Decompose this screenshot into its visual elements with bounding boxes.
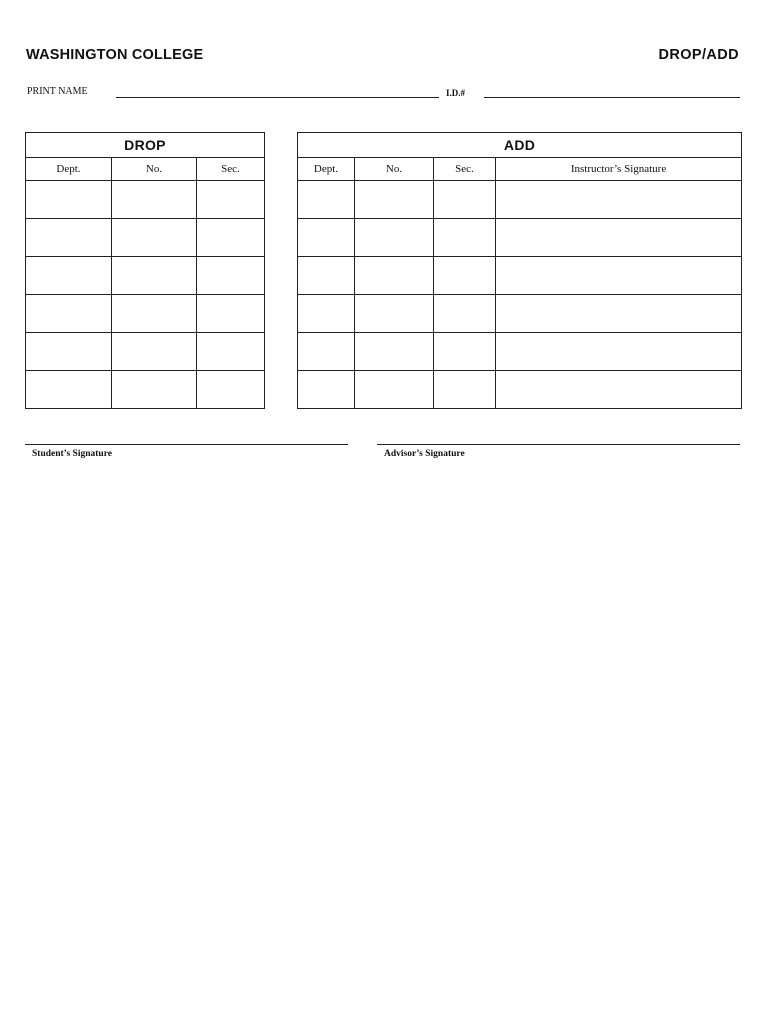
add-table-row <box>298 295 742 333</box>
drop-table-row <box>26 295 265 333</box>
drop-cell-dept[interactable] <box>26 181 112 219</box>
drop-cell-dept[interactable] <box>26 371 112 409</box>
add-rows <box>298 181 742 409</box>
advisor-signature-label: Advisor’s Signature <box>384 449 465 459</box>
print-name-label: PRINT NAME <box>27 86 88 97</box>
drop-column-no: No. <box>112 158 197 181</box>
drop-table <box>25 132 265 409</box>
add-table-row <box>298 181 742 219</box>
add-cell-no[interactable] <box>355 181 434 219</box>
drop-table-row <box>26 181 265 219</box>
add-table-row <box>298 333 742 371</box>
print-name-field[interactable] <box>116 97 439 98</box>
add-column-sec: Sec. <box>434 158 496 181</box>
id-label: I.D.# <box>446 88 466 98</box>
drop-cell-no[interactable] <box>112 257 197 295</box>
add-table <box>297 132 742 409</box>
add-cell-instructor-signature[interactable] <box>496 219 742 257</box>
add-section-title: ADD <box>298 133 742 158</box>
add-cell-dept[interactable] <box>298 181 355 219</box>
drop-cell-no[interactable] <box>112 219 197 257</box>
form-title: DROP/ADD <box>658 47 739 63</box>
drop-cell-no[interactable] <box>112 181 197 219</box>
add-cell-dept[interactable] <box>298 295 355 333</box>
drop-section-title: DROP <box>26 133 265 158</box>
drop-cell-sec[interactable] <box>197 181 265 219</box>
add-cell-sec[interactable] <box>434 257 496 295</box>
drop-table-row <box>26 257 265 295</box>
id-field[interactable] <box>484 97 740 98</box>
add-cell-instructor-signature[interactable] <box>496 333 742 371</box>
drop-cell-dept[interactable] <box>26 333 112 371</box>
add-cell-no[interactable] <box>355 219 434 257</box>
add-cell-dept[interactable] <box>298 333 355 371</box>
add-cell-sec[interactable] <box>434 295 496 333</box>
drop-cell-sec[interactable] <box>197 371 265 409</box>
add-column-instructor-signature: Instructor’s Signature <box>496 158 742 181</box>
add-table-row <box>298 219 742 257</box>
add-cell-sec[interactable] <box>434 219 496 257</box>
advisor-signature-line[interactable] <box>377 444 740 445</box>
college-name: WASHINGTON COLLEGE <box>26 47 204 63</box>
add-table-row <box>298 257 742 295</box>
add-cell-instructor-signature[interactable] <box>496 181 742 219</box>
add-cell-sec[interactable] <box>434 333 496 371</box>
drop-cell-sec[interactable] <box>197 295 265 333</box>
student-signature-line[interactable] <box>25 444 348 445</box>
drop-cell-dept[interactable] <box>26 257 112 295</box>
drop-cell-no[interactable] <box>112 371 197 409</box>
drop-column-dept: Dept. <box>26 158 112 181</box>
drop-cell-sec[interactable] <box>197 219 265 257</box>
add-cell-no[interactable] <box>355 333 434 371</box>
add-cell-instructor-signature[interactable] <box>496 295 742 333</box>
student-signature-label: Student’s Signature <box>32 449 112 459</box>
drop-cell-sec[interactable] <box>197 257 265 295</box>
add-column-no: No. <box>355 158 434 181</box>
add-cell-sec[interactable] <box>434 181 496 219</box>
drop-table-row <box>26 219 265 257</box>
add-cell-dept[interactable] <box>298 219 355 257</box>
drop-rows <box>26 181 265 409</box>
add-cell-sec[interactable] <box>434 371 496 409</box>
add-cell-no[interactable] <box>355 295 434 333</box>
drop-cell-dept[interactable] <box>26 219 112 257</box>
add-cell-instructor-signature[interactable] <box>496 257 742 295</box>
drop-cell-dept[interactable] <box>26 295 112 333</box>
add-table-row <box>298 371 742 409</box>
add-column-dept: Dept. <box>298 158 355 181</box>
add-cell-dept[interactable] <box>298 257 355 295</box>
drop-cell-no[interactable] <box>112 333 197 371</box>
drop-cell-sec[interactable] <box>197 333 265 371</box>
add-cell-instructor-signature[interactable] <box>496 371 742 409</box>
drop-table-row <box>26 333 265 371</box>
add-cell-no[interactable] <box>355 257 434 295</box>
add-cell-no[interactable] <box>355 371 434 409</box>
drop-column-sec: Sec. <box>197 158 265 181</box>
drop-cell-no[interactable] <box>112 295 197 333</box>
add-cell-dept[interactable] <box>298 371 355 409</box>
drop-table-row <box>26 371 265 409</box>
